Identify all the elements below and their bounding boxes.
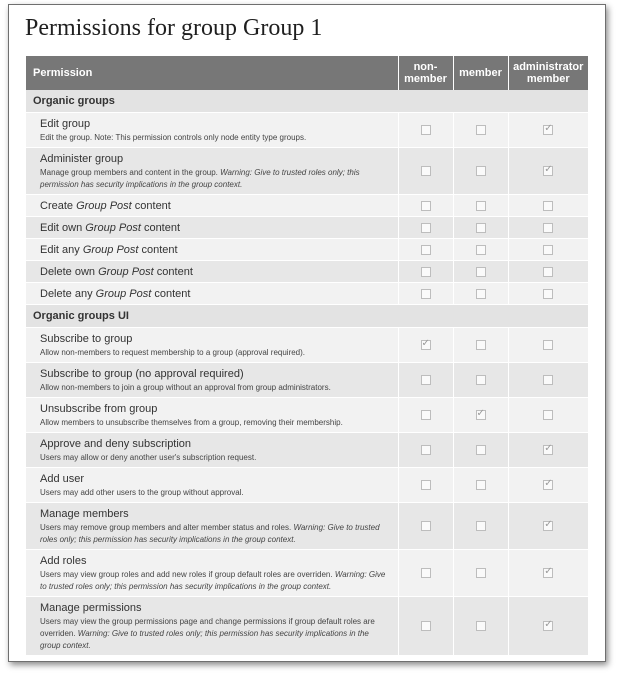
page-frame: [8, 4, 606, 662]
permission-name-text: Group Post: [82, 244, 139, 256]
permission-cell: [26, 550, 398, 597]
checkbox-member[interactable]: [476, 621, 486, 631]
checkbox-administrator-member[interactable]: [543, 480, 553, 490]
permission-name: [40, 265, 391, 279]
checkbox-cell-member: [453, 433, 508, 468]
checkbox-member[interactable]: [476, 166, 486, 176]
checkbox-cell-non-member: [398, 283, 453, 305]
checkbox-member[interactable]: [476, 445, 486, 455]
checkbox-cell-administrator-member: [508, 148, 588, 195]
checkbox-cell-administrator-member: [508, 283, 588, 305]
checkbox-administrator-member[interactable]: [543, 521, 553, 531]
checkbox-cell-administrator-member: [508, 239, 588, 261]
checkbox-non-member[interactable]: [421, 340, 431, 350]
permission-name: [40, 332, 391, 346]
permission-name: [40, 199, 391, 213]
permission-description: [40, 616, 391, 652]
checkbox-cell-non-member: [398, 503, 453, 550]
permission-row: [26, 597, 588, 656]
permission-cell: [26, 363, 398, 398]
checkbox-non-member[interactable]: [421, 223, 431, 233]
permission-name-text: Approve and deny subscription: [40, 438, 192, 450]
permission-name-text: Manage members: [40, 508, 129, 520]
checkbox-non-member[interactable]: [421, 521, 431, 531]
permission-description: [40, 452, 391, 464]
checkbox-administrator-member[interactable]: [543, 621, 553, 631]
permission-row: [26, 433, 588, 468]
checkbox-non-member[interactable]: [421, 125, 431, 135]
checkbox-non-member[interactable]: [421, 375, 431, 385]
checkbox-cell-non-member: [398, 217, 453, 239]
permission-description-text: Users may allow or deny another user's subscription request.: [40, 453, 257, 462]
checkbox-non-member[interactable]: [421, 445, 431, 455]
checkbox-cell-member: [453, 217, 508, 239]
permission-name-text: content: [151, 288, 191, 300]
permission-cell: [26, 328, 398, 363]
permission-name-text: Group Post: [76, 200, 132, 212]
checkbox-cell-member: [453, 398, 508, 433]
permission-row: [26, 195, 588, 217]
checkbox-administrator-member[interactable]: [543, 568, 553, 578]
checkbox-cell-member: [453, 503, 508, 550]
section-header-row: [26, 90, 588, 113]
permission-cell: [26, 148, 398, 195]
permission-name-text: content: [138, 244, 178, 256]
permission-cell: [26, 433, 398, 468]
checkbox-cell-member: [453, 328, 508, 363]
checkbox-administrator-member[interactable]: [543, 125, 553, 135]
permissions-table-body: [26, 90, 588, 656]
checkbox-cell-member: [453, 363, 508, 398]
permission-cell: [26, 597, 398, 656]
checkbox-cell-non-member: [398, 261, 453, 283]
page-title: Permissions for group Group 1: [25, 15, 323, 41]
checkbox-administrator-member[interactable]: [543, 340, 553, 350]
checkbox-cell-administrator-member: [508, 468, 588, 503]
permission-description-text: Warning: Give to trusted roles only; this permission has security implications in the group context.: [40, 570, 386, 591]
checkbox-member[interactable]: [476, 201, 486, 211]
checkbox-cell-member: [453, 195, 508, 217]
permission-row: [26, 363, 588, 398]
permission-row: [26, 261, 588, 283]
permission-name-text: Administer group: [40, 153, 124, 165]
permission-description-text: Users may view the group permissions page and change permissions if group default roles are overriden.: [40, 617, 375, 638]
checkbox-administrator-member[interactable]: [543, 445, 553, 455]
permission-name-text: content: [153, 266, 193, 278]
permission-name: [40, 117, 391, 131]
permission-name: [40, 243, 391, 257]
permission-name-text: Group Post: [85, 222, 141, 234]
permission-description-text: Allow non-members to request membership to a group (approval required).: [40, 348, 306, 357]
checkbox-non-member[interactable]: [421, 410, 431, 420]
checkbox-cell-non-member: [398, 398, 453, 433]
checkbox-member[interactable]: [476, 521, 486, 531]
permission-row: [26, 503, 588, 550]
permission-description: [40, 347, 391, 359]
permission-cell: [26, 239, 398, 261]
permission-description: [40, 132, 391, 144]
permission-name: [40, 287, 391, 301]
checkbox-cell-non-member: [398, 468, 453, 503]
permission-name: [40, 221, 391, 235]
checkbox-administrator-member[interactable]: [543, 245, 553, 255]
permission-row: [26, 239, 588, 261]
permission-cell: [26, 113, 398, 148]
permission-description-text: Users may remove group members and alter member status and roles.: [40, 523, 294, 532]
checkbox-cell-administrator-member: [508, 113, 588, 148]
checkbox-non-member[interactable]: [421, 201, 431, 211]
permission-description-text: Edit the group. Note: This permission controls only node entity type groups.: [40, 133, 307, 142]
permission-name: [40, 507, 391, 521]
checkbox-cell-member: [453, 283, 508, 305]
permission-row: [26, 550, 588, 597]
checkbox-cell-administrator-member: [508, 363, 588, 398]
permission-name-text: Group Post: [95, 288, 152, 300]
permission-name: [40, 402, 391, 416]
permission-description-text: Users may view group roles and add new roles if group default roles are overriden.: [40, 570, 335, 579]
permission-description-text: Allow members to unsubscribe themselves from a group, removing their membership.: [40, 418, 343, 427]
permission-name-text: Group Post: [98, 266, 154, 278]
permission-cell: [26, 398, 398, 433]
checkbox-cell-administrator-member: [508, 433, 588, 468]
permission-description-text: Warning: Give to trusted roles only; this permission has security implications in the group context.: [40, 629, 369, 650]
checkbox-cell-administrator-member: [508, 503, 588, 550]
checkbox-member[interactable]: [476, 568, 486, 578]
permissions-table: [26, 56, 588, 656]
permission-name-text: Subscribe to group (no approval required): [40, 368, 244, 380]
checkbox-cell-member: [453, 468, 508, 503]
checkbox-cell-non-member: [398, 433, 453, 468]
checkbox-member[interactable]: [476, 223, 486, 233]
permission-description-text: Warning: Give to trusted roles only; this permission has security implications in the group context.: [40, 523, 380, 544]
checkbox-cell-administrator-member: [508, 195, 588, 217]
checkbox-cell-administrator-member: [508, 398, 588, 433]
checkbox-administrator-member[interactable]: [543, 223, 553, 233]
checkbox-member[interactable]: [476, 340, 486, 350]
checkbox-non-member[interactable]: [421, 568, 431, 578]
permission-description: [40, 417, 391, 429]
permission-row: [26, 398, 588, 433]
permission-name: [40, 437, 391, 451]
checkbox-cell-non-member: [398, 363, 453, 398]
permission-description: [40, 382, 391, 394]
checkbox-member[interactable]: [476, 410, 486, 420]
checkbox-administrator-member[interactable]: [543, 201, 553, 211]
checkbox-cell-administrator-member: [508, 597, 588, 656]
checkbox-cell-non-member: [398, 148, 453, 195]
checkbox-cell-member: [453, 239, 508, 261]
permission-name-text: Edit any: [40, 244, 83, 256]
permission-description: [40, 487, 391, 499]
checkbox-administrator-member[interactable]: [543, 289, 553, 299]
section-header-row: [26, 305, 588, 328]
checkbox-cell-administrator-member: [508, 261, 588, 283]
checkbox-cell-non-member: [398, 195, 453, 217]
checkbox-cell-member: [453, 261, 508, 283]
checkbox-member[interactable]: [476, 125, 486, 135]
permission-description-text: Users may add other users to the group without approval.: [40, 488, 244, 497]
permission-name-text: content: [140, 222, 181, 234]
checkbox-non-member[interactable]: [421, 480, 431, 490]
checkbox-cell-administrator-member: [508, 550, 588, 597]
header-administrator-member: administrator member: [508, 56, 588, 90]
checkbox-cell-member: [453, 148, 508, 195]
checkbox-non-member[interactable]: [421, 621, 431, 631]
permission-name-text: Unsubscribe from group: [40, 403, 158, 415]
checkbox-cell-member: [453, 597, 508, 656]
checkbox-member[interactable]: [476, 267, 486, 277]
permission-cell: [26, 503, 398, 550]
permission-name: [40, 472, 391, 486]
permission-description-text: Warning: Give to trusted roles only; this permission has security implications in the group context.: [40, 168, 360, 189]
permission-name: [40, 554, 391, 568]
checkbox-member[interactable]: [476, 245, 486, 255]
checkbox-member[interactable]: [476, 375, 486, 385]
permission-description: [40, 167, 391, 191]
header-permission: Permission: [26, 56, 398, 90]
checkbox-administrator-member[interactable]: [543, 375, 553, 385]
permission-description-text: Allow non-members to join a group without an approval from group administrators.: [40, 383, 331, 392]
permission-cell: [26, 195, 398, 217]
checkbox-cell-non-member: [398, 239, 453, 261]
permission-cell: [26, 217, 398, 239]
permission-name-text: content: [131, 200, 171, 212]
checkbox-cell-non-member: [398, 597, 453, 656]
permission-row: [26, 328, 588, 363]
permission-name: [40, 601, 391, 615]
permission-name-text: Add user: [40, 473, 85, 485]
permission-name-text: Delete any: [40, 288, 96, 300]
checkbox-member[interactable]: [476, 289, 486, 299]
checkbox-cell-member: [453, 550, 508, 597]
checkbox-non-member[interactable]: [421, 166, 431, 176]
permission-name: [40, 152, 391, 166]
permission-name-text: Subscribe to group: [40, 333, 133, 345]
permission-row: [26, 217, 588, 239]
checkbox-cell-non-member: [398, 113, 453, 148]
header-member: member: [453, 56, 508, 90]
checkbox-non-member[interactable]: [421, 245, 431, 255]
permission-cell: [26, 468, 398, 503]
permission-name-text: Create: [40, 200, 77, 212]
permission-description: [40, 522, 391, 546]
permission-description-text: Manage group members and content in the group.: [40, 168, 221, 177]
permission-cell: [26, 283, 398, 305]
section-title: Organic groups UI: [26, 305, 588, 328]
permission-name-text: Delete own: [40, 266, 99, 278]
permission-row: [26, 468, 588, 503]
permission-name-text: Add roles: [40, 555, 87, 567]
checkbox-administrator-member[interactable]: [543, 410, 553, 420]
permission-cell: [26, 261, 398, 283]
permission-row: [26, 148, 588, 195]
header-non-member: non-member: [398, 56, 453, 90]
permission-name-text: Edit own: [40, 222, 86, 234]
checkbox-cell-member: [453, 113, 508, 148]
table-header-row: [26, 56, 588, 90]
permission-name: [40, 367, 391, 381]
checkbox-administrator-member[interactable]: [543, 166, 553, 176]
permission-name-text: Edit group: [40, 118, 91, 130]
checkbox-cell-administrator-member: [508, 328, 588, 363]
checkbox-non-member[interactable]: [421, 267, 431, 277]
checkbox-cell-administrator-member: [508, 217, 588, 239]
section-title: Organic groups: [26, 90, 588, 113]
permission-row: [26, 283, 588, 305]
permission-name-text: Manage permissions: [40, 602, 142, 614]
permission-row: [26, 113, 588, 148]
checkbox-cell-non-member: [398, 328, 453, 363]
checkbox-member[interactable]: [476, 480, 486, 490]
checkbox-non-member[interactable]: [421, 289, 431, 299]
checkbox-administrator-member[interactable]: [543, 267, 553, 277]
checkbox-cell-non-member: [398, 550, 453, 597]
permission-description: [40, 569, 391, 593]
